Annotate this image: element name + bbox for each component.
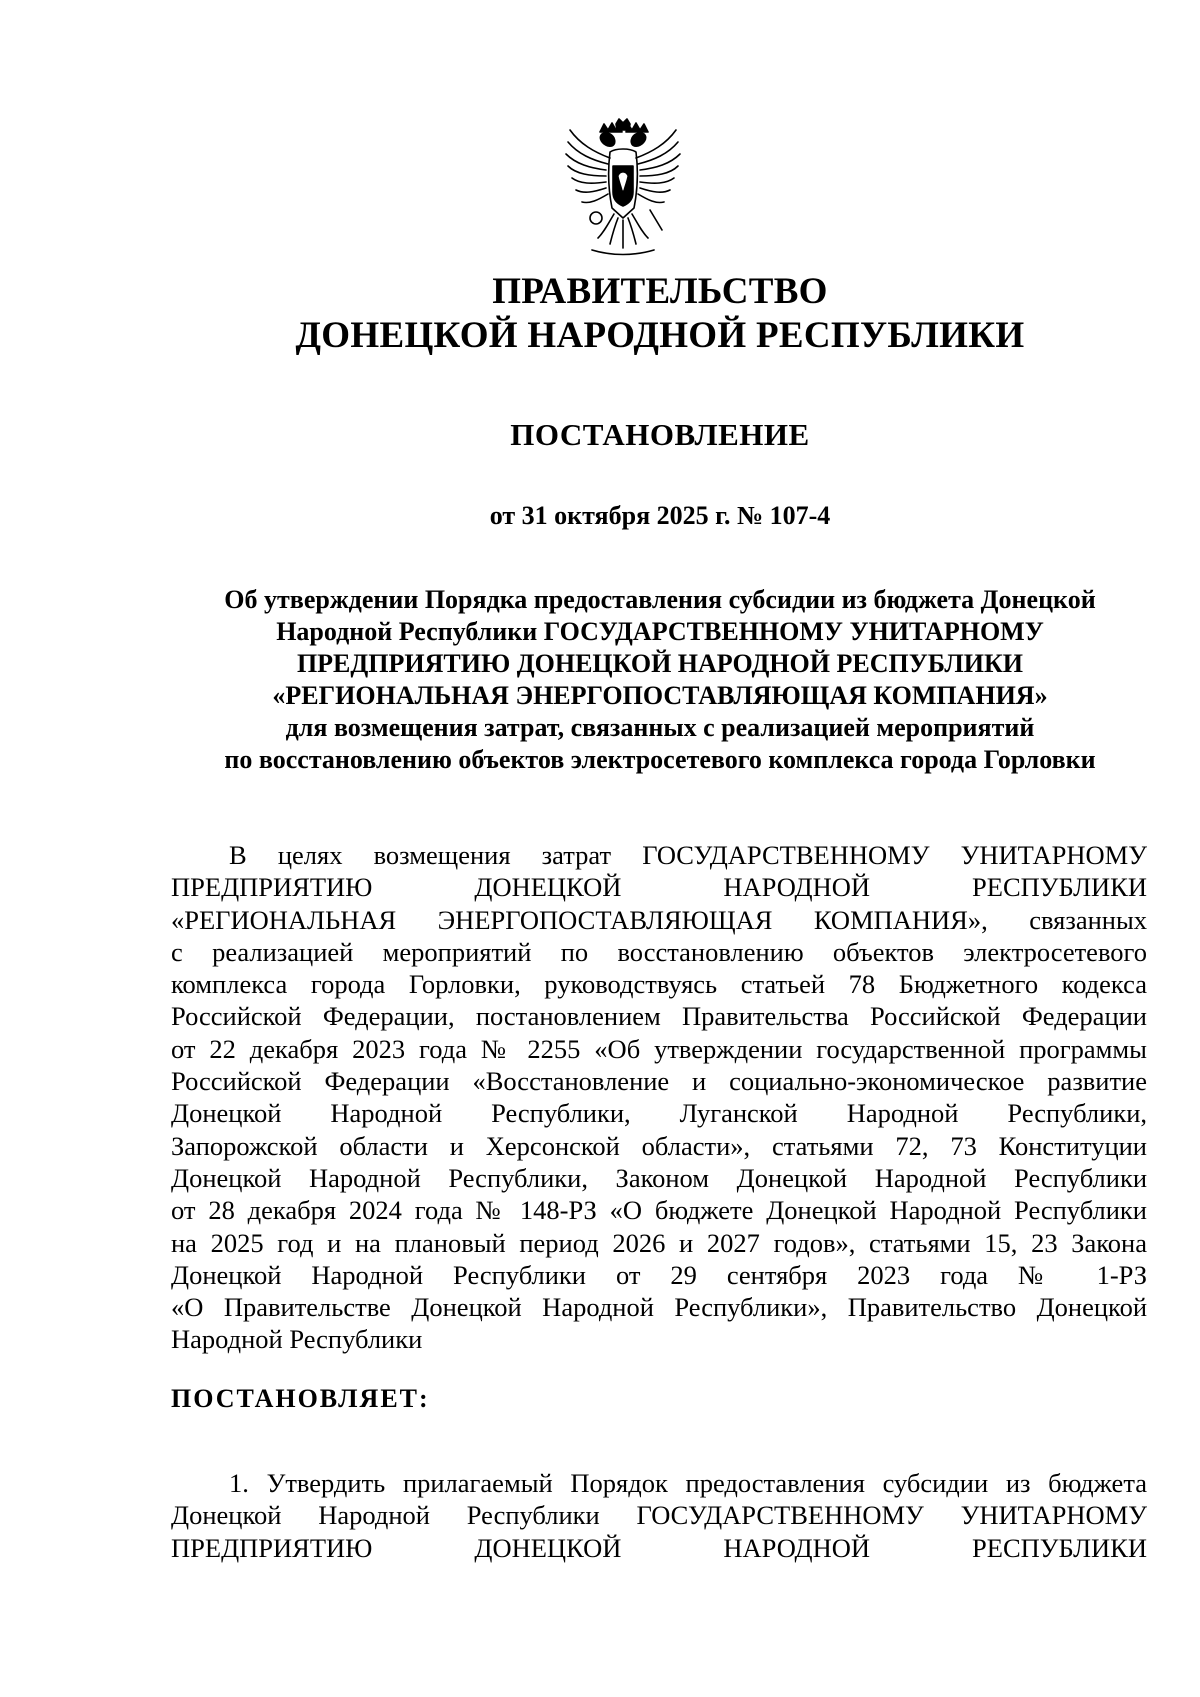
- item-1-paragraph: [171, 1467, 1147, 1564]
- document-date-number: от 31 октября 2025 г. № 107-4: [489, 501, 831, 530]
- subject-line: для возмещения затрат, связанных с реализацией мероприятий: [285, 713, 1035, 742]
- preamble-line: Донецкой Народной Республики от 29 сентября 2023 года № 1-РЗ: [171, 1259, 1147, 1290]
- preamble-paragraph: [171, 839, 1147, 1356]
- preamble-line: Народной Республики: [171, 1324, 423, 1355]
- preamble-line: «РЕГИОНАЛЬНАЯ ЭНЕРГОПОСТАВЛЯЮЩАЯ КОМПАНИЯ», связанных: [171, 904, 1147, 935]
- preamble-line: с реализацией мероприятий по восстановлению объектов электросетевого: [171, 936, 1147, 967]
- resolves-heading: ПОСТАНОВЛЯЕТ:: [171, 1384, 430, 1413]
- subject-line: по восстановлению объектов электросетевого комплекса города Горловки: [224, 745, 1096, 774]
- preamble-line: ПРЕДПРИЯТИЮ ДОНЕЦКОЙ НАРОДНОЙ РЕСПУБЛИКИ: [171, 872, 1147, 903]
- preamble-line: «О Правительстве Донецкой Народной Республики», Правительство Донецкой: [171, 1292, 1147, 1323]
- item-1-line: 1. Утвердить прилагаемый Порядок предоставления субсидии из бюджета: [229, 1468, 1147, 1498]
- subject-line: «РЕГИОНАЛЬНАЯ ЭНЕРГОПОСТАВЛЯЮЩАЯ КОМПАНИЯ»: [272, 681, 1048, 710]
- document-type: ПОСТАНОВЛЕНИЕ: [510, 417, 810, 452]
- subject-line: ПРЕДПРИЯТИЮ ДОНЕЦКОЙ НАРОДНОЙ РЕСПУБЛИКИ: [296, 649, 1024, 678]
- preamble-line: Донецкой Народной Республики, Луганской Народной Республики,: [171, 1098, 1147, 1129]
- government-title: [120, 270, 1200, 358]
- preamble-line: Запорожской области и Херсонской области», статьями 72, 73 Конституции: [171, 1130, 1147, 1161]
- government-title-line2: ДОНЕЦКОЙ НАРОДНОЙ РЕСПУБЛИКИ: [295, 315, 1025, 356]
- preamble-line: на 2025 год и на плановый период 2026 и 2027 годов», статьями 15, 23 Закона: [171, 1227, 1147, 1258]
- preamble-line: Российской Федерации «Восстановление и социально-экономическое развитие: [171, 1066, 1147, 1097]
- government-title-line1: ПРАВИТЕЛЬСТВО: [492, 271, 828, 312]
- subject-line: Народной Республики ГОСУДАРСТВЕННОМУ УНИТАРНОМУ: [276, 617, 1044, 646]
- preamble-line: Донецкой Народной Республики, Законом Донецкой Народной Республики: [171, 1162, 1147, 1193]
- emblem-icon: [564, 118, 682, 258]
- preamble-line: от 22 декабря 2023 года № 2255 «Об утверждении государственной программы: [171, 1033, 1147, 1064]
- document-subject: [150, 584, 1170, 776]
- item-1-line: ПРЕДПРИЯТИЮ ДОНЕЦКОЙ НАРОДНОЙ РЕСПУБЛИКИ: [171, 1532, 1147, 1563]
- preamble-line: комплекса города Горловки, руководствуясь статьей 78 Бюджетного кодекса: [171, 969, 1147, 1000]
- subject-line: Об утверждении Порядка предоставления субсидии из бюджета Донецкой: [224, 585, 1096, 614]
- preamble-line: В целях возмещения затрат ГОСУДАРСТВЕННОМУ УНИТАРНОМУ: [229, 840, 1147, 870]
- preamble-line: Российской Федерации, постановлением Правительства Российской Федерации: [171, 1001, 1147, 1032]
- preamble-line: от 28 декабря 2024 года № 148-РЗ «О бюджете Донецкой Народной Республики: [171, 1195, 1147, 1226]
- item-1-line: Донецкой Народной Республики ГОСУДАРСТВЕННОМУ УНИТАРНОМУ: [171, 1500, 1147, 1531]
